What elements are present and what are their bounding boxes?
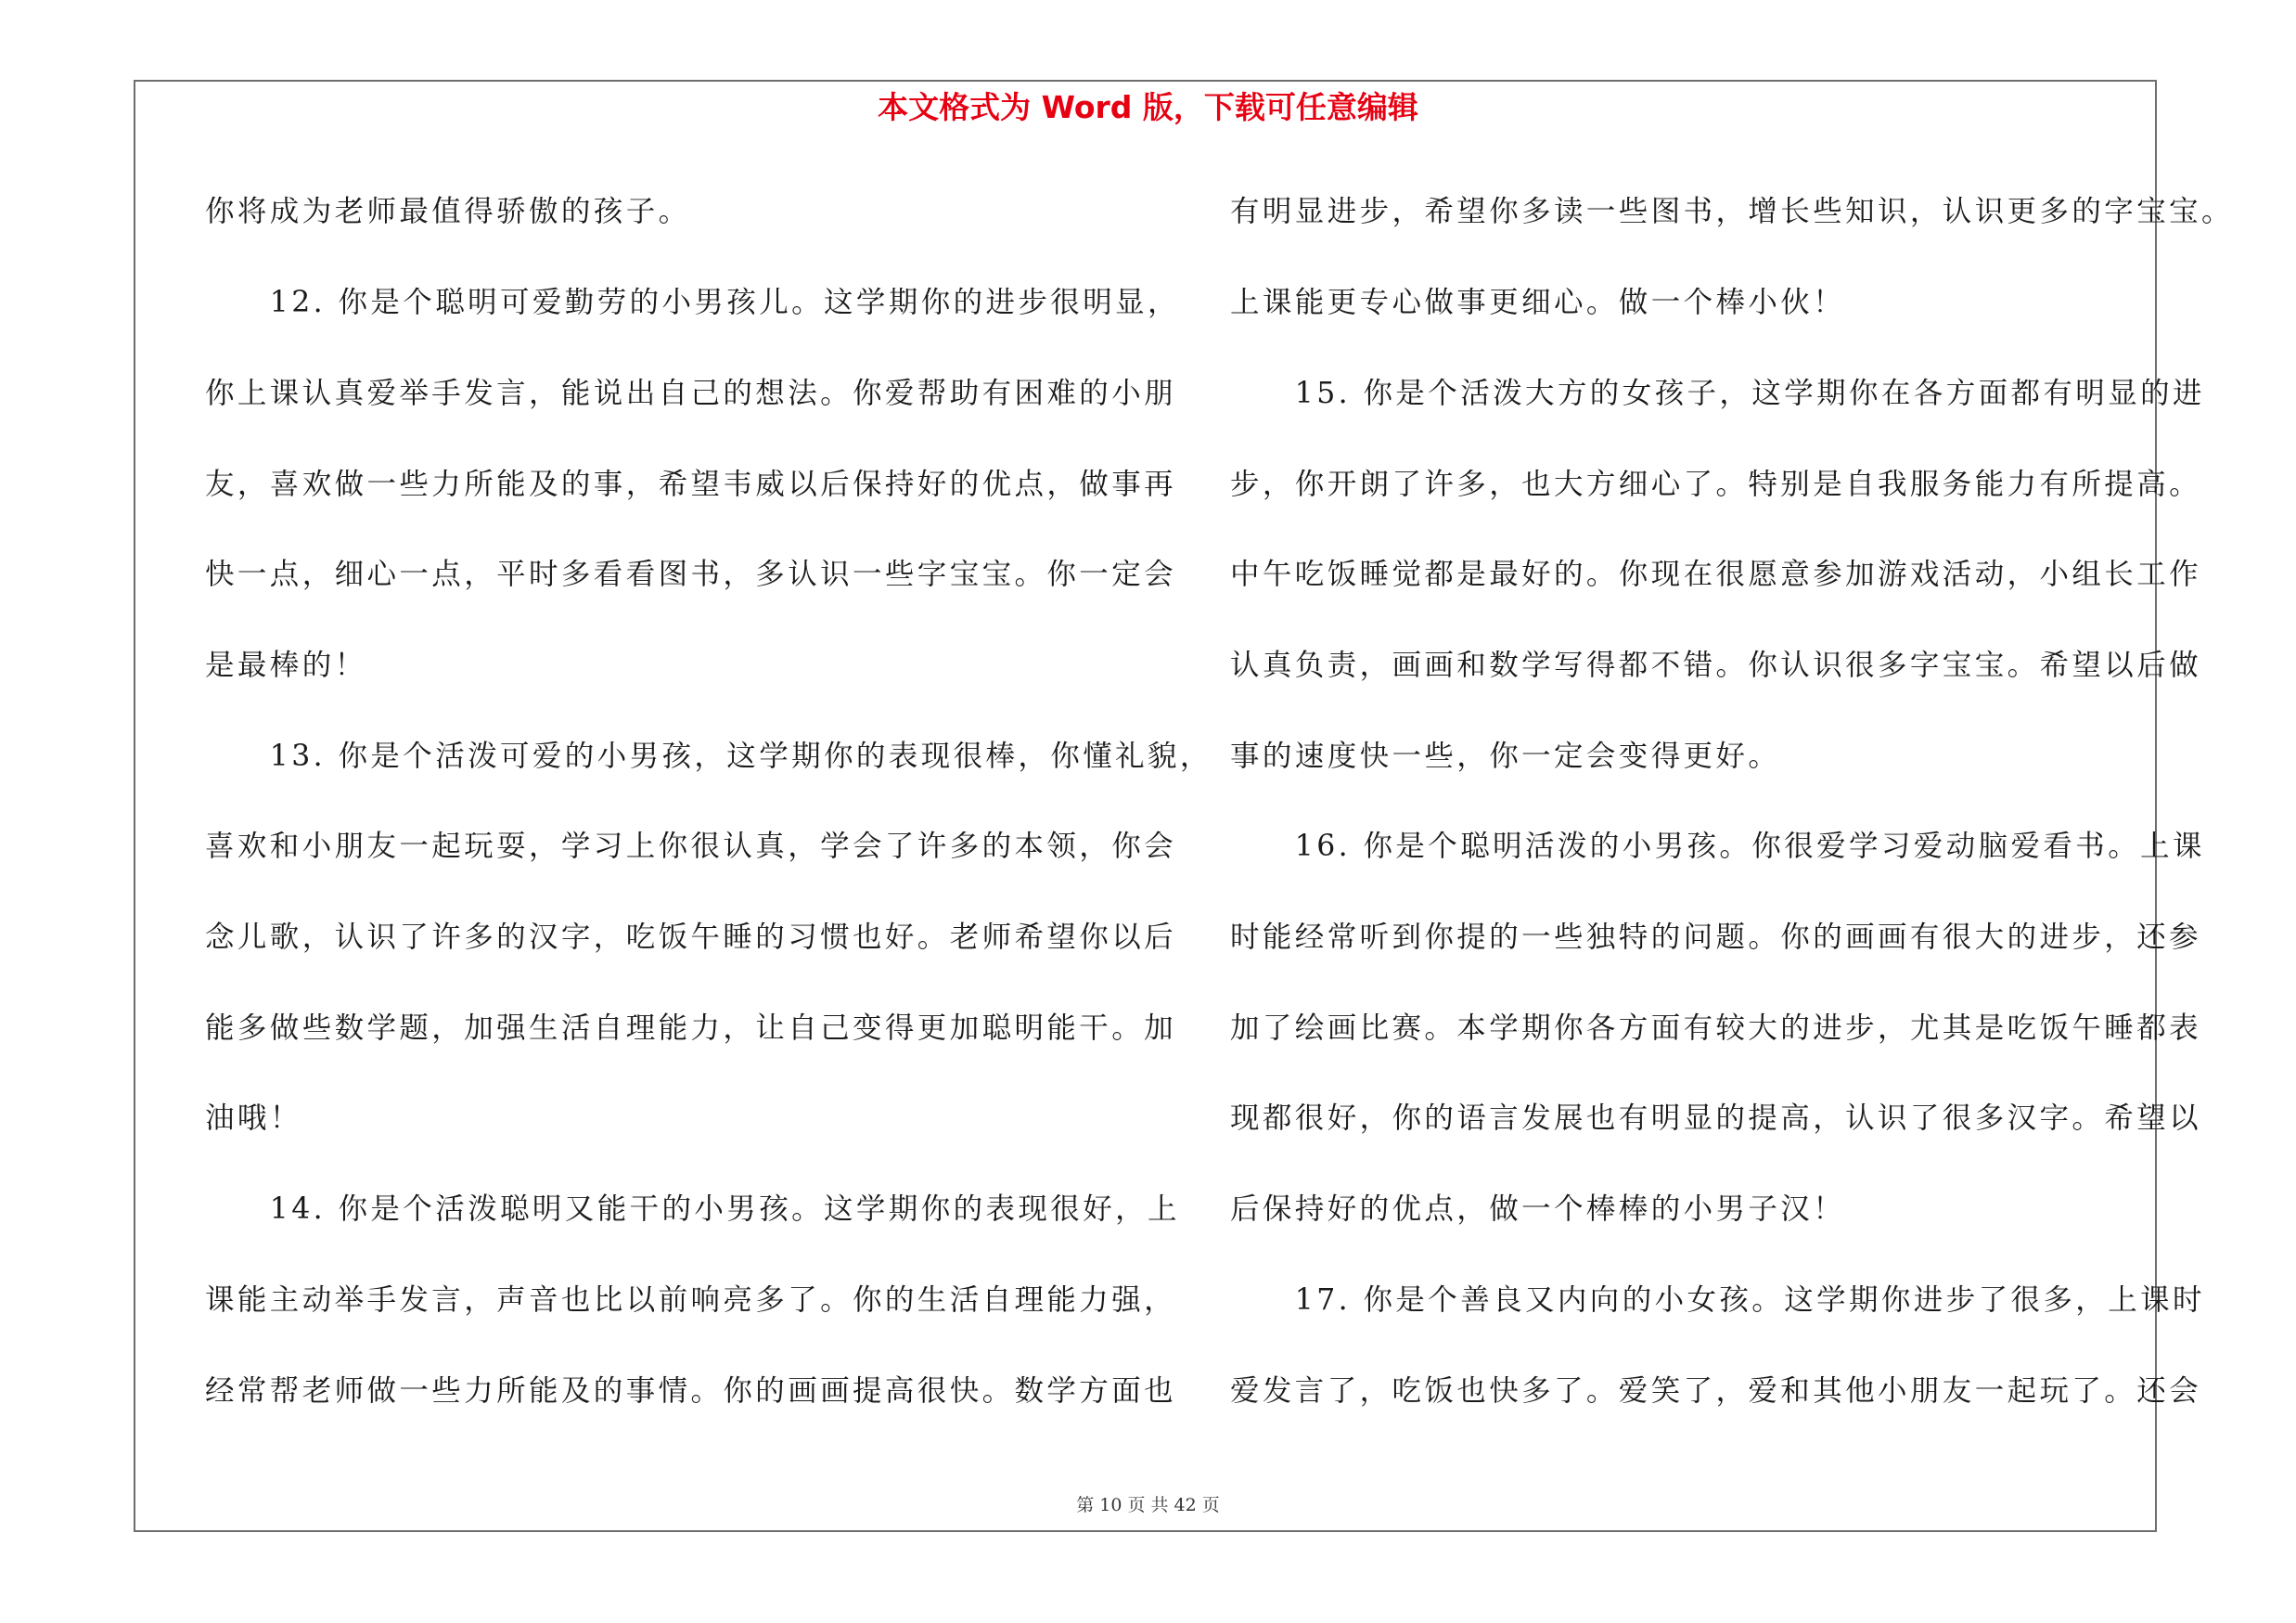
text-line: 事的速度快一些，你一定会变得更好。 [1230, 740, 1781, 773]
text-line: 15. 你是个活泼大方的女孩子，这学期你在各方面都有明显的进 [1230, 377, 2205, 410]
text-line: 16. 你是个聪明活泼的小男孩。你很爱学习爱动脑爱看书。上课 [1230, 830, 2205, 863]
page-number-footer: 第 10 页 共 42 页 [1076, 1495, 1220, 1515]
text-line: 有明显进步，希望你多读一些图书，增长些知识，认识更多的字宝宝。 [1230, 195, 2234, 228]
text-line: 你上课认真爱举手发言，能说出自己的想法。你爱帮助有困难的小朋 [205, 377, 1177, 410]
text-line: 14. 你是个活泼聪明又能干的小男孩。这学期你的表现很好，上 [205, 1192, 1180, 1226]
text-line: 爱发言了，吃饭也快多了。爱笑了，爱和其他小朋友一起玩了。还会 [1230, 1374, 2202, 1408]
text-line: 课能主动举手发言，声音也比以前响亮多了。你的生活自理能力强， [205, 1283, 1177, 1317]
text-line: 13. 你是个活泼可爱的小男孩，这学期你的表现很棒，你懂礼貌， [205, 740, 1212, 773]
text-line: 12. 你是个聪明可爱勤劳的小男孩儿。这学期你的进步很明显， [205, 286, 1180, 319]
text-line: 后保持好的优点，做一个棒棒的小男子汉！ [1230, 1192, 1846, 1226]
text-line: 现都很好，你的语言发展也有明显的提高，认识了很多汉字。希望以 [1230, 1101, 2202, 1135]
text-line: 快一点，细心一点，平时多看看图书，多认识一些字宝宝。你一定会 [205, 558, 1177, 591]
text-line: 念儿歌，认识了许多的汉字，吃饭午睡的习惯也好。老师希望你以后 [205, 921, 1177, 954]
text-line: 上课能更专心做事更细心。做一个棒小伙！ [1230, 286, 1846, 319]
text-line: 能多做些数学题，加强生活自理能力，让自己变得更加聪明能干。加 [205, 1011, 1177, 1045]
text-line: 17. 你是个善良又内向的小女孩。这学期你进步了很多，上课时 [1230, 1283, 2205, 1317]
format-banner: 本文格式为 Word 版，下载可任意编辑 [878, 89, 1418, 125]
text-line: 友，喜欢做一些力所能及的事，希望韦威以后保持好的优点，做事再 [205, 468, 1177, 501]
text-line: 喜欢和小朋友一起玩耍，学习上你很认真，学会了许多的本领，你会 [205, 830, 1177, 863]
text-line: 加了绘画比赛。本学期你各方面有较大的进步，尤其是吃饭午睡都表 [1230, 1011, 2202, 1045]
text-line: 是最棒的！ [205, 649, 367, 682]
text-line: 认真负责，画画和数学写得都不错。你认识很多字宝宝。希望以后做 [1230, 649, 2202, 682]
text-line: 你将成为老师最值得骄傲的孩子。 [205, 195, 691, 228]
text-line: 经常帮老师做一些力所能及的事情。你的画画提高很快。数学方面也 [205, 1374, 1177, 1408]
text-line: 时能经常听到你提的一些独特的问题。你的画画有很大的进步，还参 [1230, 921, 2202, 954]
text-line: 步，你开朗了许多，也大方细心了。特别是自我服务能力有所提高。 [1230, 468, 2202, 501]
text-line: 中午吃饭睡觉都是最好的。你现在很愿意参加游戏活动，小组长工作 [1230, 558, 2202, 591]
text-line: 油哦！ [205, 1101, 302, 1135]
